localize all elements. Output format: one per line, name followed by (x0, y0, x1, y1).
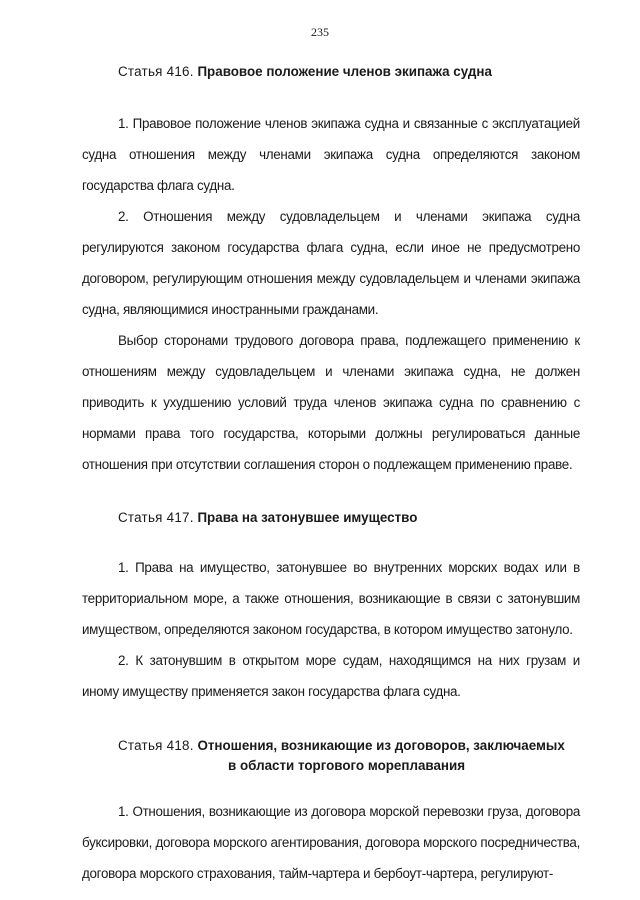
article-title-continuation: в области торгового мореплавания (228, 758, 466, 773)
article-title: Правовое положение членов экипажа судна (197, 64, 492, 79)
article-number: Статья 418. (118, 738, 194, 753)
article-heading (118, 736, 580, 776)
article-heading (118, 62, 580, 82)
paragraph: 2. Отношения между судовладельцем и членами экипажа судна регулируются законом государства флага судна, если иное не предусмотрено договором, регулирующим отношения между судовладельцем и членами экипажа судна, являющимися иностранными гражданами. (82, 209, 580, 317)
article-title: Права на затонувшее имущество (197, 510, 418, 525)
paragraph: 2. К затонувшим в открытом море судам, находящимся на них грузам и иному имуществу применяется закон государства флага судна. (82, 653, 580, 699)
paragraph: 1. Отношения, возникающие из договора морской перевозки груза, договора буксировки, договора морского агентирования, договора морского посредничества, договора морского страхования, тайм-чартера и бербоут-чартера, регулируют- (82, 804, 580, 881)
page-number: 235 (311, 25, 329, 39)
paragraph: 1. Права на имущество, затонувшее во внутренних морских водах или в территориальном море, а также отношения, возникающие в связи с затонувшим имуществом, определяются законом государства, в котором имущество затонуло. (82, 560, 580, 637)
document-body (82, 62, 580, 889)
article-number: Статья 417. (118, 510, 194, 525)
article-number: Статья 416. (118, 64, 194, 79)
paragraph: Выбор сторонами трудового договора права, подлежащего применению к отношениям между судовладельцем и членами экипажа судна, не должен приводить к ухудшению условий труда членов экипажа судна по сравнению с нормами права того государства, которыми должны регулироваться данные отношения при отсутствии соглашения сторон о подлежащем применению праве. (82, 333, 580, 472)
article-heading (118, 508, 580, 528)
article-title: Отношения, возникающие из договоров, заключаемых (197, 738, 565, 753)
paragraph: 1. Правовое положение членов экипажа судна и связанные с эксплуатацией судна отношения между членами экипажа судна определяются законом государства флага судна. (82, 116, 580, 193)
